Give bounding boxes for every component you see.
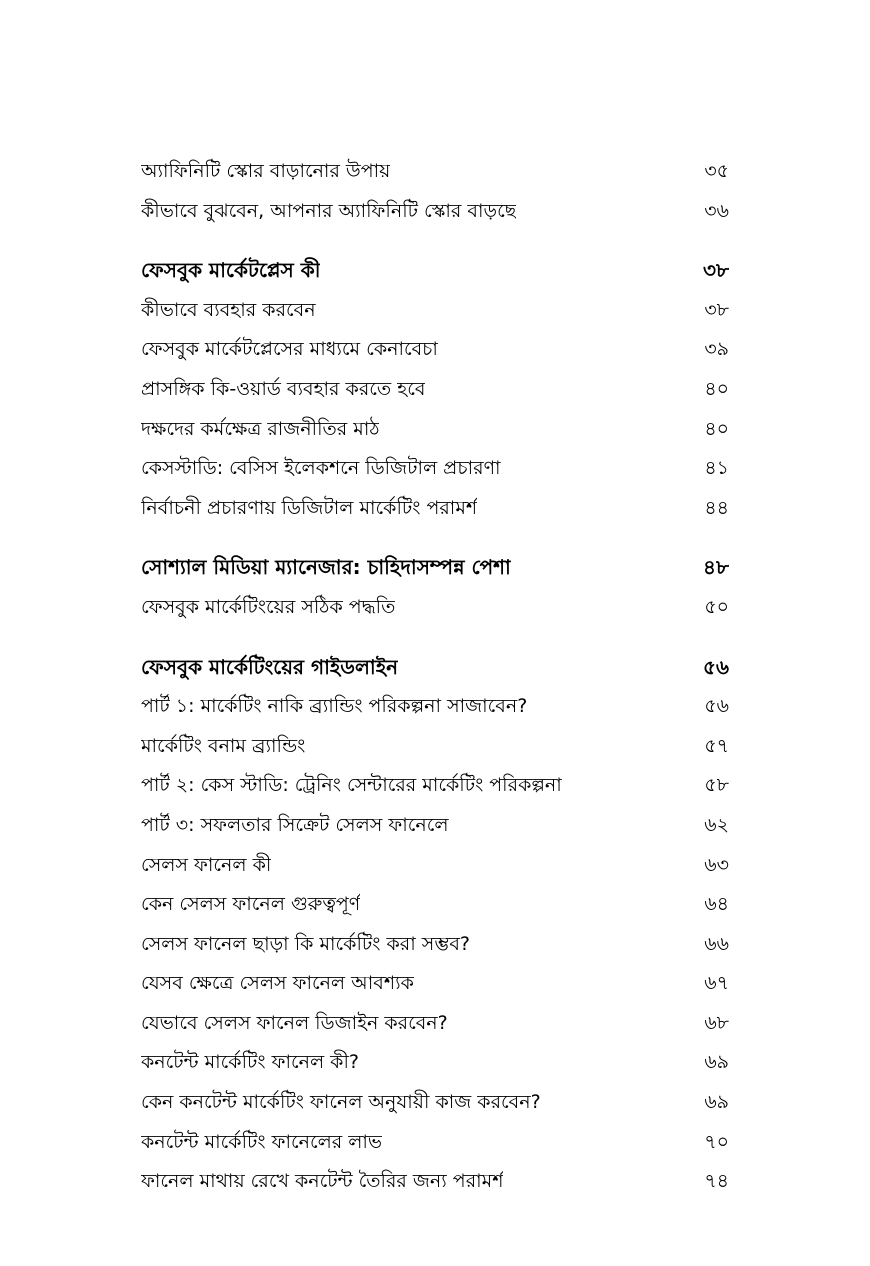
toc-entry-title: কীভাবে ব্যবহার করবেন	[141, 298, 316, 321]
toc-page-number: ৪০	[704, 377, 729, 400]
toc-page-number: ৪৪	[704, 496, 729, 519]
toc-entry-title: নির্বাচনী প্রচারণায় ডিজিটাল মার্কেটিং পরামর্শ	[141, 496, 478, 519]
toc-page-number: ৬৮	[704, 1011, 729, 1034]
toc-entry-title: যেভাবে সেলস ফানেল ডিজাইন করবেন?	[141, 1011, 448, 1034]
toc-entry-title: সোশ্যাল মিডিয়া ম্যানেজার: চাহিদাসম্পন্ন পেশা	[141, 555, 511, 580]
toc-page-number: ৩৬	[704, 199, 729, 222]
toc-page-number: ৬৬	[704, 932, 729, 955]
toc-entry-title: কীভাবে বুঝবেন, আপনার অ্যাফিনিটি স্কোর বাড়ছে	[141, 199, 517, 222]
toc-entry-title: কনটেন্ট মার্কেটিং ফানেলের লাভ	[141, 1130, 383, 1153]
toc-page-number: ৩৮	[704, 298, 729, 321]
toc-entry-title: পার্ট ১: মার্কেটিং নাকি ব্র্যান্ডিং পরিকল্পনা সাজাবেন?	[141, 695, 528, 718]
toc-page-number: ৬৩	[704, 853, 729, 876]
toc-page-number: ৫৬	[704, 695, 729, 718]
toc-entry	[141, 1162, 729, 1202]
toc-entry	[141, 1004, 729, 1044]
toc-entry	[141, 766, 729, 806]
toc-entry-title: দক্ষদের কর্মক্ষেত্র রাজনীতির মাঠ	[141, 417, 380, 440]
toc-entry	[141, 1083, 729, 1123]
toc-entry-title: কেসস্টাডি: বেসিস ইলেকশনে ডিজিটাল প্রচারণা	[141, 457, 501, 480]
toc-entry-title: কনটেন্ট মার্কেটিং ফানেল কী?	[141, 1051, 359, 1074]
toc-entry	[141, 885, 729, 925]
toc-page-number: ৭০	[704, 1130, 729, 1153]
toc-entry-title: পার্ট ২: কেস স্টাডি: ট্রেনিং সেন্টারের মার্কেটিং পরিকল্পনা	[141, 774, 562, 797]
section-gap	[141, 231, 729, 251]
toc-page-number: ৬৯	[704, 1051, 729, 1074]
toc-entry-title: সেলস ফানেল কী	[141, 853, 272, 876]
toc-page-number: ৩৫	[704, 160, 729, 182]
section-gap	[141, 628, 729, 648]
toc-page-number: ৫৬	[703, 654, 729, 679]
toc-entry	[141, 291, 729, 331]
toc-section-heading	[141, 648, 729, 688]
toc-entry-title: ফানেল মাথায় রেখে কনটেন্ট তৈরির জন্য পরামর্শ	[141, 1170, 504, 1193]
toc-entry-title: ফেসবুক মার্কেটিংয়ের সঠিক পদ্ধতি	[141, 595, 396, 618]
toc-page-number: ৬৭	[704, 972, 729, 995]
toc-entry	[141, 925, 729, 965]
toc-entry	[141, 152, 729, 192]
toc-entry	[141, 330, 729, 370]
toc-entry-title: ফেসবুক মার্কেটপ্লেসের মাধ্যমে কেনাবেচা	[141, 338, 438, 361]
toc-entry-title: কেন সেলস ফানেল গুরুত্বপূর্ণ	[141, 893, 361, 916]
toc-entry	[141, 410, 729, 450]
toc-entry-title: অ্যাফিনিটি স্কোর বাড়ানোর উপায়	[141, 160, 391, 182]
toc-entry	[141, 370, 729, 410]
toc-entry	[141, 727, 729, 767]
toc-entry-title: পার্ট ৩: সফলতার সিক্রেট সেলস ফানেলে	[141, 813, 449, 836]
toc-entry-title: ফেসবুক মার্কেটিংয়ের গাইডলাইন	[141, 654, 399, 679]
toc-section-heading	[141, 548, 729, 588]
toc-entry	[141, 964, 729, 1004]
toc-entry	[141, 687, 729, 727]
toc-entry-title: মার্কেটিং বনাম ব্র্যান্ডিং	[141, 734, 306, 757]
toc-page-number: ৭৪	[704, 1170, 729, 1193]
toc-entry	[141, 449, 729, 489]
toc-page-number: ৫৮	[704, 774, 729, 797]
toc-page-number: ৬২	[704, 813, 729, 836]
toc-page-number: ৪১	[704, 457, 729, 480]
section-gap	[141, 528, 729, 548]
toc-entry	[141, 489, 729, 529]
toc-page-number: ৩৯	[704, 338, 729, 361]
toc-entry-title: সেলস ফানেল ছাড়া কি মার্কেটিং করা সম্ভব?	[141, 932, 470, 955]
toc-page-number: ৫৭	[704, 734, 729, 757]
toc-entry-title: ফেসবুক মার্কেটপ্লেস কী	[141, 258, 321, 283]
toc-entry-title: কেন কনটেন্ট মার্কেটিং ফানেল অনুযায়ী কাজ করবেন?	[141, 1091, 541, 1114]
toc-page-number: ৫০	[704, 595, 729, 618]
toc-page-number: ৬৯	[704, 1091, 729, 1114]
toc-entry-title: প্রাসঙ্গিক কি-ওয়ার্ড ব্যবহার করতে হবে	[141, 377, 426, 400]
toc-page-number: ৪০	[704, 417, 729, 440]
toc-page-number: ৬৪	[704, 893, 729, 916]
toc-entry	[141, 1043, 729, 1083]
toc-section-heading	[141, 251, 729, 291]
toc-page-number: ৪৮	[703, 555, 729, 580]
toc-entry	[141, 1123, 729, 1163]
toc-entry	[141, 192, 729, 232]
toc-entry	[141, 806, 729, 846]
toc-page-number: ৩৮	[703, 258, 729, 283]
toc-entry	[141, 588, 729, 628]
toc-entry	[141, 846, 729, 886]
toc-entry-title: যেসব ক্ষেত্রে সেলস ফানেল আবশ্যক	[141, 972, 414, 995]
table-of-contents	[141, 152, 729, 1202]
